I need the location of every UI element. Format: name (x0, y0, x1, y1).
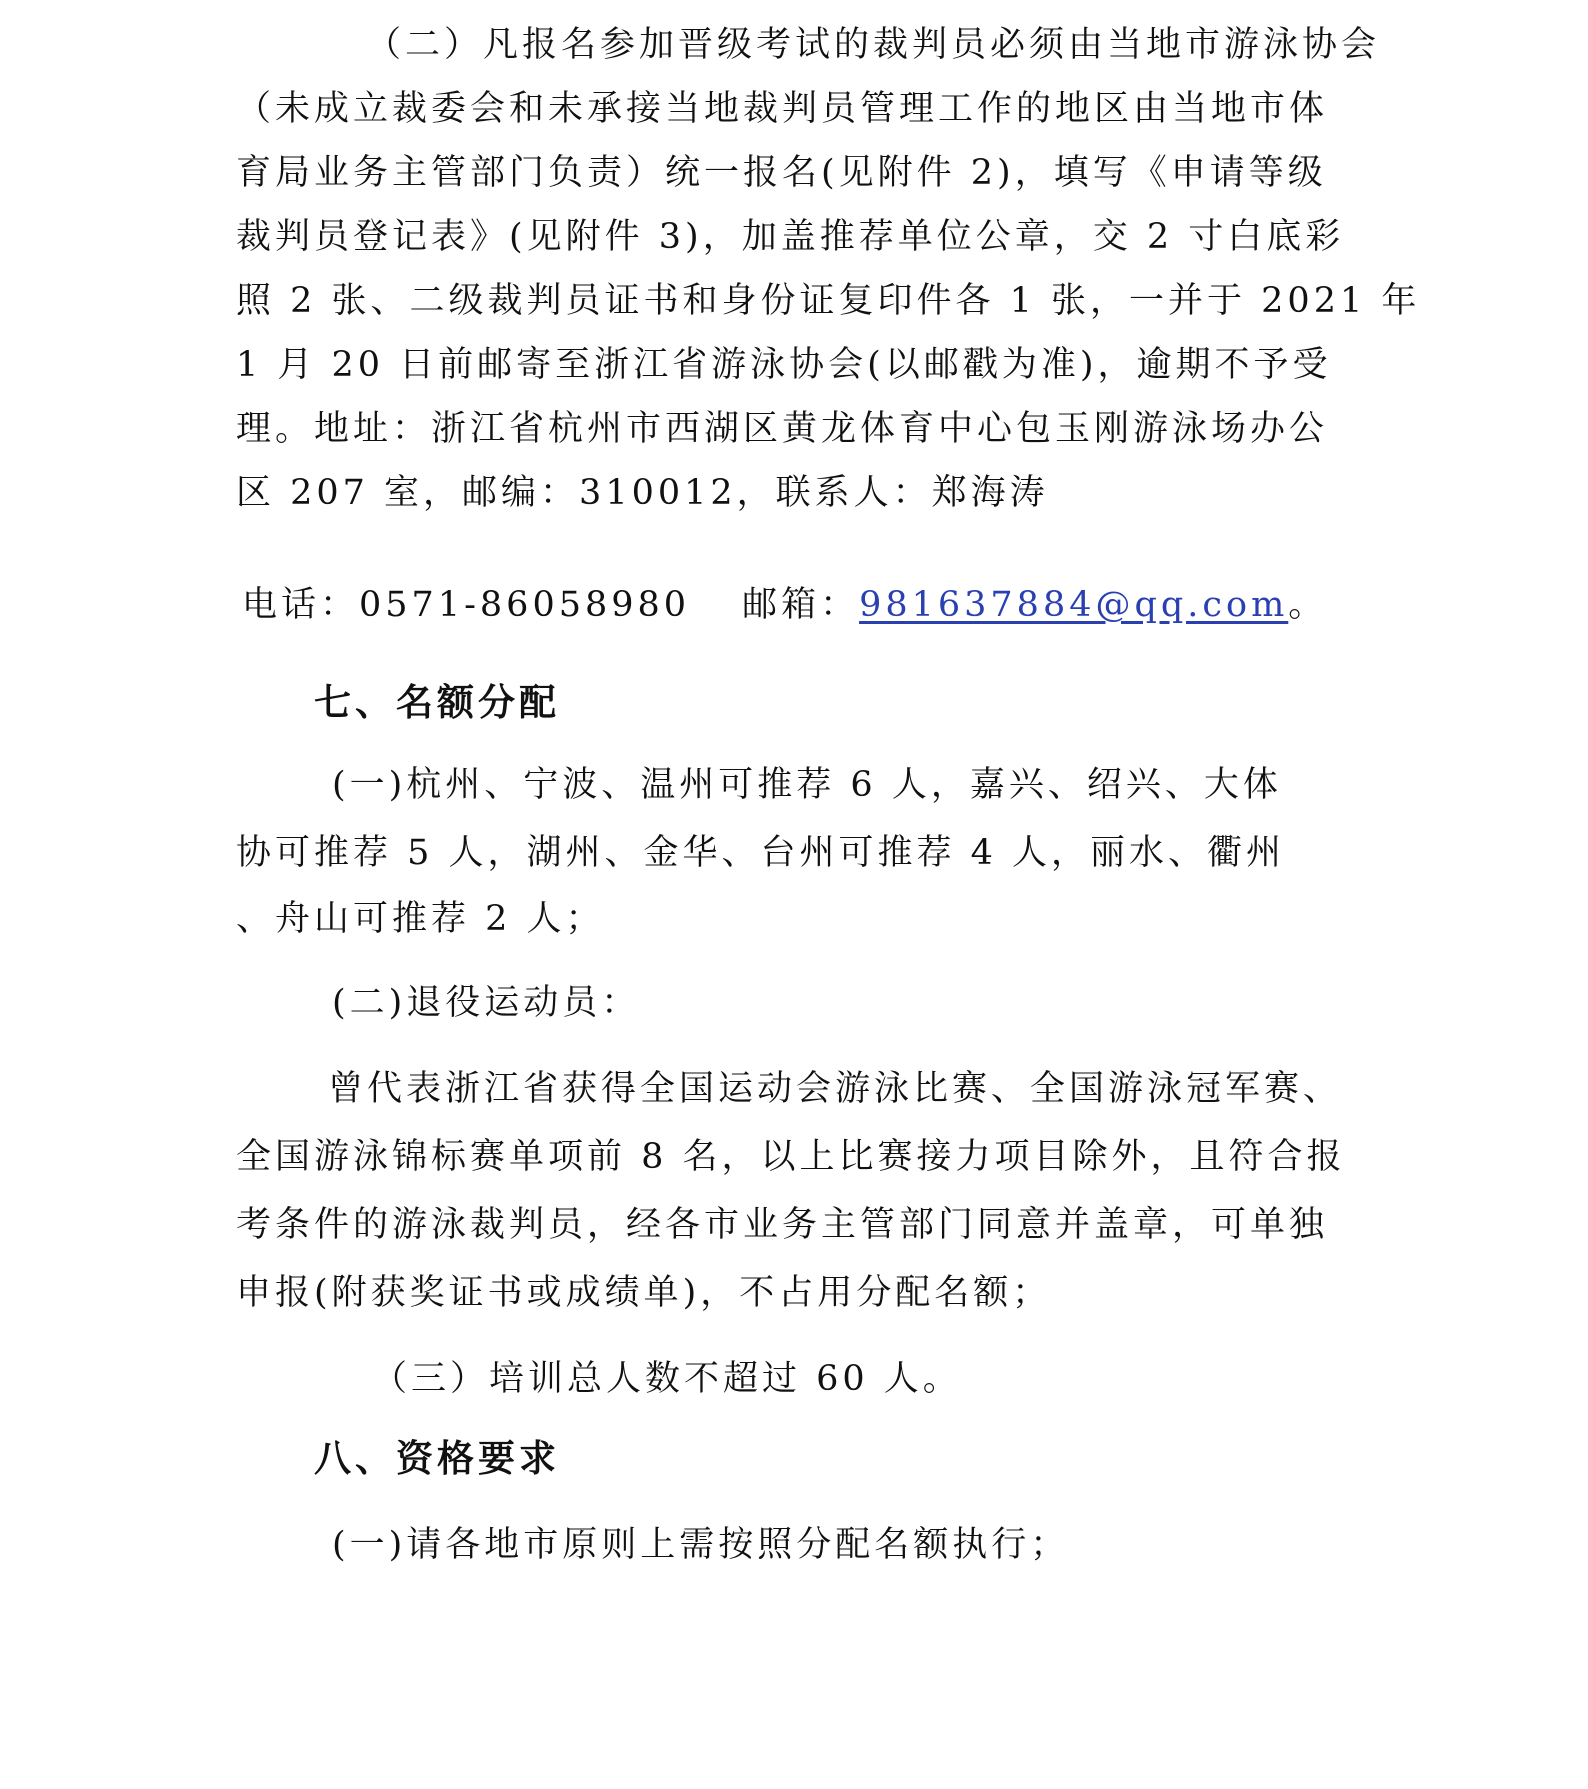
item-line: (一)请各地市原则上需按照分配名额执行； (332, 1525, 1070, 1565)
section-heading-eight: 八、资格要求 (314, 1437, 560, 1480)
phone-number: 0571-86058980 (359, 585, 691, 625)
para-line: 理。地址：浙江省杭州市西湖区黄龙体育中心包玉刚游泳场办公 (236, 409, 1329, 449)
item-line: 申报(附获奖证书或成绩单)，不占用分配名额； (236, 1273, 1052, 1313)
para-line: 裁判员登记表》(见附件 3)，加盖推荐单位公章，交 2 寸白底彩 (236, 217, 1345, 257)
para-line: 照 2 张、二级裁判员证书和身份证复印件各 1 张，一并于 2021 年 (236, 281, 1421, 321)
para-line: （二）凡报名参加晋级考试的裁判员必须由当地市游泳协会 (366, 25, 1381, 65)
email-link[interactable]: 981637884@qq.com (859, 585, 1289, 625)
item-line: 考条件的游泳裁判员，经各市业务主管部门同意并盖章，可单独 (236, 1205, 1329, 1245)
para-line: 区 207 室，邮编：310012，联系人：郑海涛 (236, 473, 1049, 513)
section-heading-seven: 七、名额分配 (314, 681, 560, 724)
item-line: 、舟山可推荐 2 人； (236, 899, 605, 939)
item-line: (一)杭州、宁波、温州可推荐 6 人，嘉兴、绍兴、大体 (332, 765, 1282, 805)
para-line: （未成立裁委会和未承接当地裁判员管理工作的地区由当地市体 (236, 89, 1329, 129)
item-line: 曾代表浙江省获得全国运动会游泳比赛、全国游泳冠军赛、 (328, 1069, 1343, 1109)
item-line: 全国游泳锦标赛单项前 8 名，以上比赛接力项目除外，且符合报 (236, 1137, 1346, 1177)
email-label: 邮箱： (742, 585, 860, 625)
para-line: 1 月 20 日前邮寄至浙江省游泳协会(以邮戳为准)，逾期不予受 (236, 345, 1332, 385)
para-line: 育局业务主管部门负责）统一报名(见附件 2)，填写《申请等级 (236, 153, 1327, 193)
item-title: (二)退役运动员： (332, 983, 641, 1023)
phone-label: 电话： (242, 585, 360, 625)
item-line: （三）培训总人数不超过 60 人。 (372, 1359, 962, 1399)
sentence-end: 。 (1288, 585, 1328, 625)
item-line: 协可推荐 5 人，湖州、金华、台州可推荐 4 人，丽水、衢州 (236, 833, 1286, 873)
contact-line (242, 580, 1327, 630)
